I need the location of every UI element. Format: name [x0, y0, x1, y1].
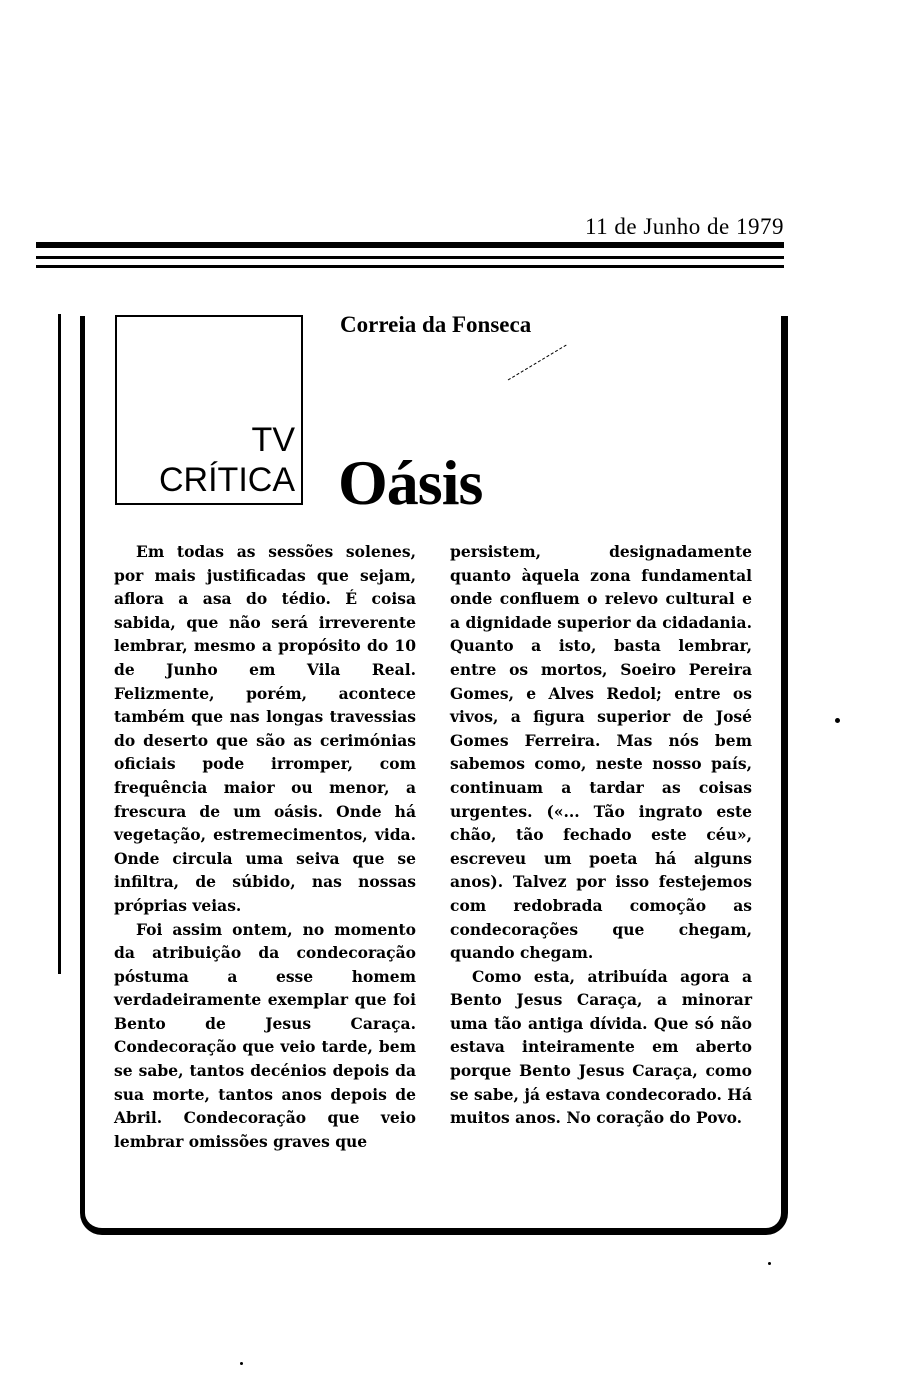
paragraph: Foi assim ontem, no momento da atribuição da condecoração póstuma a esse homem verdadeiramente exemplar que foi Bento de Jesus Caraça. Condecoração que veio tarde, bem se sabe, tantos decénios depois da sua morte, tantos anos depois de Abril. Condecoração que veio lembrar omissões graves que: [114, 919, 416, 1151]
scan-speck: [768, 1262, 771, 1265]
paragraph: Como esta, atribuída agora a Bento Jesus Caraça, a minorar uma tão antiga dívida. Que só não estava inteiramente em aberto porque Bento Jesus Caraça, como se sabe, já estava condecorado. Há muitos anos. No coração do Povo.: [450, 966, 752, 1128]
header-rule-thin: [36, 256, 784, 259]
scan-speck: [240, 1362, 243, 1365]
header-rule-thick: [36, 242, 784, 248]
section-label-tv: TV: [251, 421, 295, 459]
margin-line: [58, 314, 61, 974]
article-column-left: [114, 540, 416, 1153]
article-title: Oásis: [338, 447, 483, 518]
paragraph: persistem, designadamente quanto àquela zona fundamental onde confluem o relevo cultural e a dignidade superior da cidadania. Quanto a isto, basta lembrar, entre os mortos, Soeiro Pereira Gomes, e Alves Redol; entre os vivos, a figura superior de José Gomes Ferreira. Mas nós bem sabemos como, neste nosso país, continuam a tardar as coisas urgentes. («... Tão ingrato este chão, tão fechado este céu», escreveu um poeta há alguns anos). Talvez por isso festejemos com redobrada comoção as condecorações que chegam, quando chegam.: [450, 542, 752, 963]
pen-stroke-mark: [506, 342, 570, 382]
section-box: [115, 315, 303, 505]
scan-speck: [835, 718, 840, 723]
article-column-right: [450, 540, 752, 1130]
header-rule-thin-lower: [36, 265, 784, 268]
paragraph: Em todas as sessões solenes, por mais justificadas que sejam, aflora a asa do tédio. É coisa sabida, que não será irreverente lembrar, mesmo a propósito do 10 de Junho em Vila Real. Felizmente, porém, acontece também que nas longas travessias do deserto que são as cerimónias oficiais pode irromper, com frequência maior ou menor, a frescura de um oásis. Onde há vegetação, estremecimentos, vida. Onde circula uma seiva que se infiltra, de súbido, nas nossas próprias veias.: [114, 542, 416, 915]
author-byline: Correia da Fonseca: [340, 312, 532, 337]
publication-date: 11 de Junho de 1979: [584, 214, 784, 239]
section-label-critica: CRÍTICA: [159, 461, 295, 499]
